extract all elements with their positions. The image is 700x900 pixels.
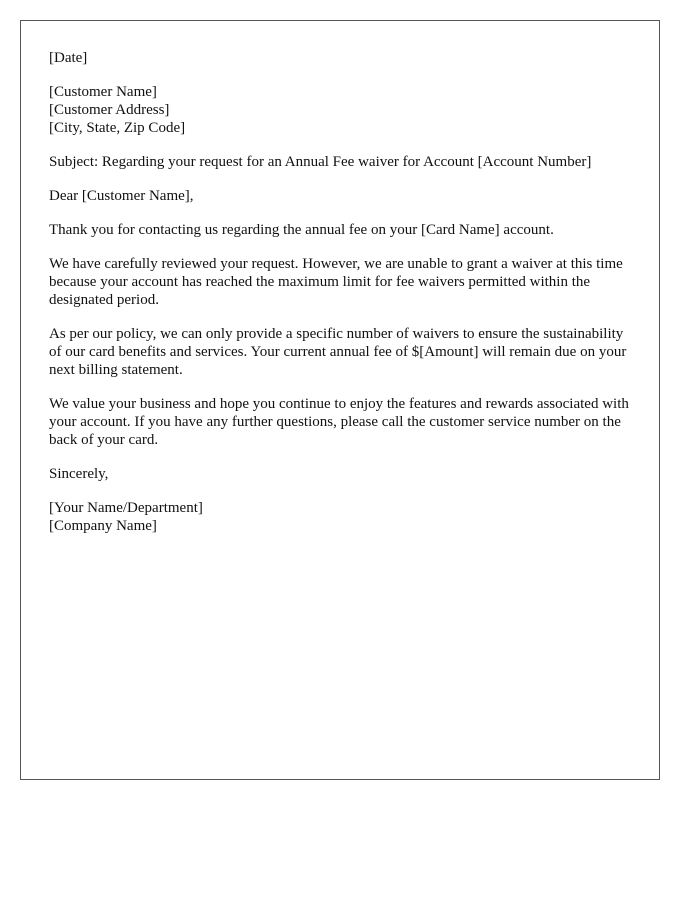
paragraph-closing-remarks: We value your business and hope you continue to enjoy the features and rewards associated with your account. If you have any further questions, please call the customer service number on the back of your card. <box>49 396 629 448</box>
subject-line: Subject: Regarding your request for an Annual Fee waiver for Account [Account Number] <box>49 154 592 170</box>
salutation: Dear [Customer Name], <box>49 188 194 204</box>
letter-body <box>49 49 635 551</box>
recipient-name: [Customer Name] <box>49 84 157 100</box>
signature-name-department: [Your Name/Department] <box>49 500 203 516</box>
paragraph-thank-you: Thank you for contacting us regarding the annual fee on your [Card Name] account. <box>49 222 554 238</box>
recipient-address: [Customer Address] <box>49 102 170 118</box>
paragraph-decision: We have carefully reviewed your request. However, we are unable to grant a waiver at this time because your account has reached the maximum limit for fee waivers permitted within the designated period. <box>49 256 623 308</box>
letter-page <box>20 20 660 780</box>
paragraph-policy: As per our policy, we can only provide a specific number of waivers to ensure the sustainability of our card benefits and services. Your current annual fee of $[Amount] will remain due on your next billing statement. <box>49 326 627 378</box>
signature-block <box>49 499 635 535</box>
date-text: [Date] <box>49 50 88 66</box>
signature-company: [Company Name] <box>49 518 157 534</box>
recipient-city-state-zip: [City, State, Zip Code] <box>49 120 186 136</box>
letter-date <box>49 49 635 67</box>
closing: Sincerely, <box>49 466 109 482</box>
recipient-address-block <box>49 83 635 137</box>
